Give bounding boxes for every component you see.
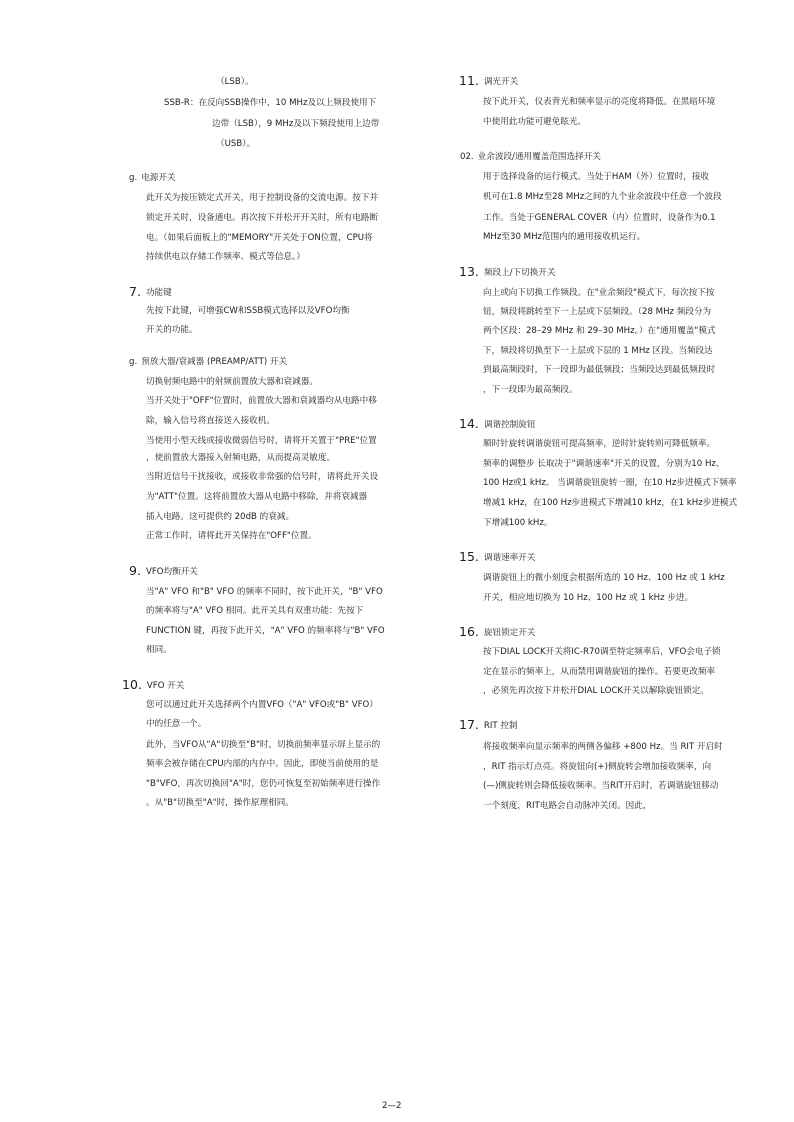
- paragraph-line: 工作。当处于GENERAL COVER（内）位置时，设备作为0.1: [483, 213, 716, 223]
- paragraph-line: 此外，当VFO从"A"切换至"B"时，切换前频率显示屏上显示的: [146, 740, 381, 750]
- section-title: 电源开关: [141, 173, 176, 183]
- paragraph-line: 中的任意一个。: [146, 719, 207, 729]
- paragraph-line: 当使用小型天线或接收微弱信号时，请将开关置于"PRE"位置: [146, 436, 377, 446]
- paragraph-line: ，RIT 指示灯点亮。将旋钮向(+)侧旋转会增加接收频率，向: [483, 762, 712, 772]
- paragraph-line: 电。（如果后面板上的"MEMORY"开关处于ON位置，CPU将: [146, 233, 373, 243]
- paragraph-line: 。从"B"切换至"A"时，操作原理相同。: [146, 798, 294, 808]
- section-heading-dimmer: [459, 75, 518, 88]
- section-title: 功能键: [145, 288, 172, 298]
- paragraph-line: 两个区段：28–29 MHz 和 29–30 MHz。）在"通用覆盖"模式: [483, 326, 716, 336]
- ssbr-line-2: 边带（LSB），9 MHz及以下频段使用上边带: [212, 119, 380, 129]
- paragraph-line: 持续供电以存储工作频率、模式等信息。）: [146, 252, 305, 262]
- section-number: 7.: [129, 284, 141, 299]
- paragraph-line: 用于选择设备的运行模式。当处于HAM（外）位置时，接收: [483, 172, 710, 182]
- paragraph-line: 当附近信号干扰接收，或接收非常强的信号时，请将此开关设: [146, 472, 379, 482]
- paragraph-line: 除，输入信号将直接送入接收机。: [146, 416, 275, 426]
- section-number: 9.: [129, 563, 141, 578]
- paragraph-line: 到最高频段时，下一段即为最低频段；当频段达到最低频段时: [483, 365, 716, 375]
- paragraph-line: 插入电路。这可提供约 20dB 的衰减。: [146, 512, 295, 522]
- section-heading-vfo-equalize: [129, 565, 198, 578]
- section-title: 频段上/下切换开关: [483, 268, 556, 278]
- paragraph-line: 频率的调整步 长取决于"调谐速率"开关的设置，分别为10 Hz、: [483, 459, 725, 469]
- ssbr-line-1: SSB-R：在反向SSB操作中，10 MHz及以上频段使用下: [164, 98, 377, 108]
- section-heading-vfo: [122, 679, 184, 692]
- paragraph-line: 锁定开关时，设备通电。再次按下并松开开关时，所有电路断: [146, 213, 379, 223]
- paragraph-line: 相同。: [146, 645, 172, 655]
- paragraph-line: ，必须先再次按下并松开DIAL LOCK开关以解除旋钮锁定。: [483, 686, 709, 696]
- paragraph-line: 调谐旋钮上的微小刻度会根据所选的 10 Hz、100 Hz 或 1 kHz: [483, 573, 725, 583]
- paragraph-line: 您可以通过此开关选择两个内置VFO（"A" VFO或"B" VFO）: [146, 700, 378, 710]
- section-title: 调谐速率开关: [483, 553, 536, 563]
- paragraph-line: 中使用此功能可避免眩光。: [483, 117, 587, 127]
- paragraph-line: 切换射频电路中的射频前置放大器和衰减器。: [146, 377, 318, 387]
- paragraph-line: 按下此开关，仪表背光和频率显示的亮度将降低。在黑暗环境: [483, 97, 716, 107]
- paragraph-line: 此开关为按压锁定式开关，用于控制设备的交流电源。按下并: [146, 193, 379, 203]
- section-number: 15.: [459, 549, 479, 564]
- section-heading-tuning-knob: [459, 418, 535, 431]
- paragraph-line: 定在显示的频率上，从而禁用调谐旋钮的操作。若要更改频率: [483, 667, 716, 677]
- section-title: 业余波段/通用覆盖范围选择开关: [477, 152, 601, 162]
- paragraph-line: 将接收频率向显示频率的两侧各偏移 +800 Hz。当 RIT 开启时: [483, 742, 723, 752]
- paragraph-line: 增减1 kHz，在100 Hz步进模式下增减10 kHz，在1 kHz步进模式: [483, 498, 738, 508]
- section-number: g.: [129, 173, 138, 183]
- section-heading-function: [129, 286, 172, 299]
- section-number: 10.: [122, 677, 142, 692]
- lsb-line: （LSB）。: [216, 77, 254, 87]
- paragraph-line: 为"ATT"位置。这将前置放大器从电路中移除，并将衰减器: [146, 492, 368, 502]
- section-number: 11.: [459, 73, 479, 88]
- ssbr-line-3: （USB）。: [216, 139, 256, 149]
- paragraph-line: 下，频段将切换至下一上层或下层的 1 MHz 区段。当频段达: [483, 346, 713, 356]
- paragraph-line: 100 Hz或1 kHz。 当调谐旋钮旋转一圈，在10 Hz步进模式下频率: [483, 478, 737, 488]
- paragraph-line: FUNCTION 键，再按下此开关，"A" VFO 的频率将与"B" VFO: [146, 626, 385, 636]
- section-title: VFO 开关: [146, 681, 185, 691]
- section-heading-band-select: [460, 151, 601, 163]
- paragraph-line: 正常工作时，请将此开关保持在"OFF"位置。: [146, 531, 317, 541]
- page-number: 2—2: [382, 1101, 402, 1111]
- section-title: VFO均衡开关: [145, 567, 198, 577]
- paragraph-line: 机可在1.8 MHz至28 MHz之间的九个业余波段中任意一个波段: [483, 192, 722, 202]
- paragraph-line: 当"A" VFO 和"B" VFO 的频率不同时，按下此开关，"B" VFO: [146, 587, 383, 597]
- paragraph-line: ，使前置放大器接入射频电路，从而提高灵敏度。: [146, 453, 336, 463]
- section-title: 调谐控制旋钮: [483, 420, 536, 430]
- section-title: 旋钮锁定开关: [483, 628, 536, 638]
- section-heading-power: [129, 172, 176, 184]
- paragraph-line: 开关的功能。: [146, 325, 198, 335]
- paragraph-line: ，下一段即为最高频段。: [483, 385, 578, 395]
- paragraph-line: 先按下此键，可增强CW和SSB模式选择以及VFO均衡: [146, 306, 350, 316]
- section-number: 13.: [459, 264, 479, 279]
- paragraph-line: MHz至30 MHz范围内的通用接收机运行。: [483, 232, 646, 242]
- section-title: 预放大器/衰减器 (PREAMP/ATT) 开关: [141, 357, 288, 367]
- section-number: 14.: [459, 416, 479, 431]
- section-number: 16.: [459, 624, 479, 639]
- paragraph-line: 一个刻度，RIT电路会自动脉冲关闭。因此，: [483, 801, 652, 811]
- section-heading-tuning-rate: [459, 551, 535, 564]
- section-number: 17.: [459, 717, 479, 732]
- paragraph-line: 向上或向下切换工作频段。在"业余频段"模式下，每次按下按: [483, 288, 715, 298]
- paragraph-line: 按下DIAL LOCK开关将IC-R70调至特定频率后，VFO会电子锁: [483, 647, 721, 657]
- section-number: 02.: [460, 152, 474, 162]
- paragraph-line: 当开关处于"OFF"位置时，前置放大器和衰减器均从电路中移: [146, 396, 377, 406]
- section-heading-dial-lock: [459, 626, 535, 639]
- section-title: RIT 控制: [483, 721, 518, 731]
- section-heading-band-updown: [459, 266, 556, 279]
- paragraph-line: 钮，频段将跳转至下一上层或下层频段。（28 MHz 频段分为: [483, 307, 712, 317]
- section-heading-preamp: [129, 356, 287, 368]
- paragraph-line: 顺时针旋转调谐旋钮可提高频率，逆时针旋转则可降低频率。: [483, 439, 716, 449]
- section-heading-rit: [459, 719, 518, 732]
- paragraph-line: 下增减100 kHz。: [483, 518, 553, 528]
- paragraph-line: (—)侧旋转则会降低接收频率。当RIT开启时，若调谐旋钮移动: [483, 781, 719, 791]
- section-title: 调光开关: [483, 77, 519, 87]
- paragraph-line: "B"VFO，再次切换回"A"时，您仍可恢复至初始频率进行操作: [146, 779, 381, 789]
- paragraph-line: 开关，相应地切换为 10 Hz、100 Hz 或 1 kHz 步进。: [483, 593, 694, 603]
- paragraph-line: 频率会被存储在CPU内部的内存中。因此，即使当前使用的是: [146, 759, 379, 769]
- section-number: g.: [129, 357, 138, 367]
- paragraph-line: 的频率将与"A" VFO 相同。此开关具有双重功能：先按下: [146, 606, 364, 616]
